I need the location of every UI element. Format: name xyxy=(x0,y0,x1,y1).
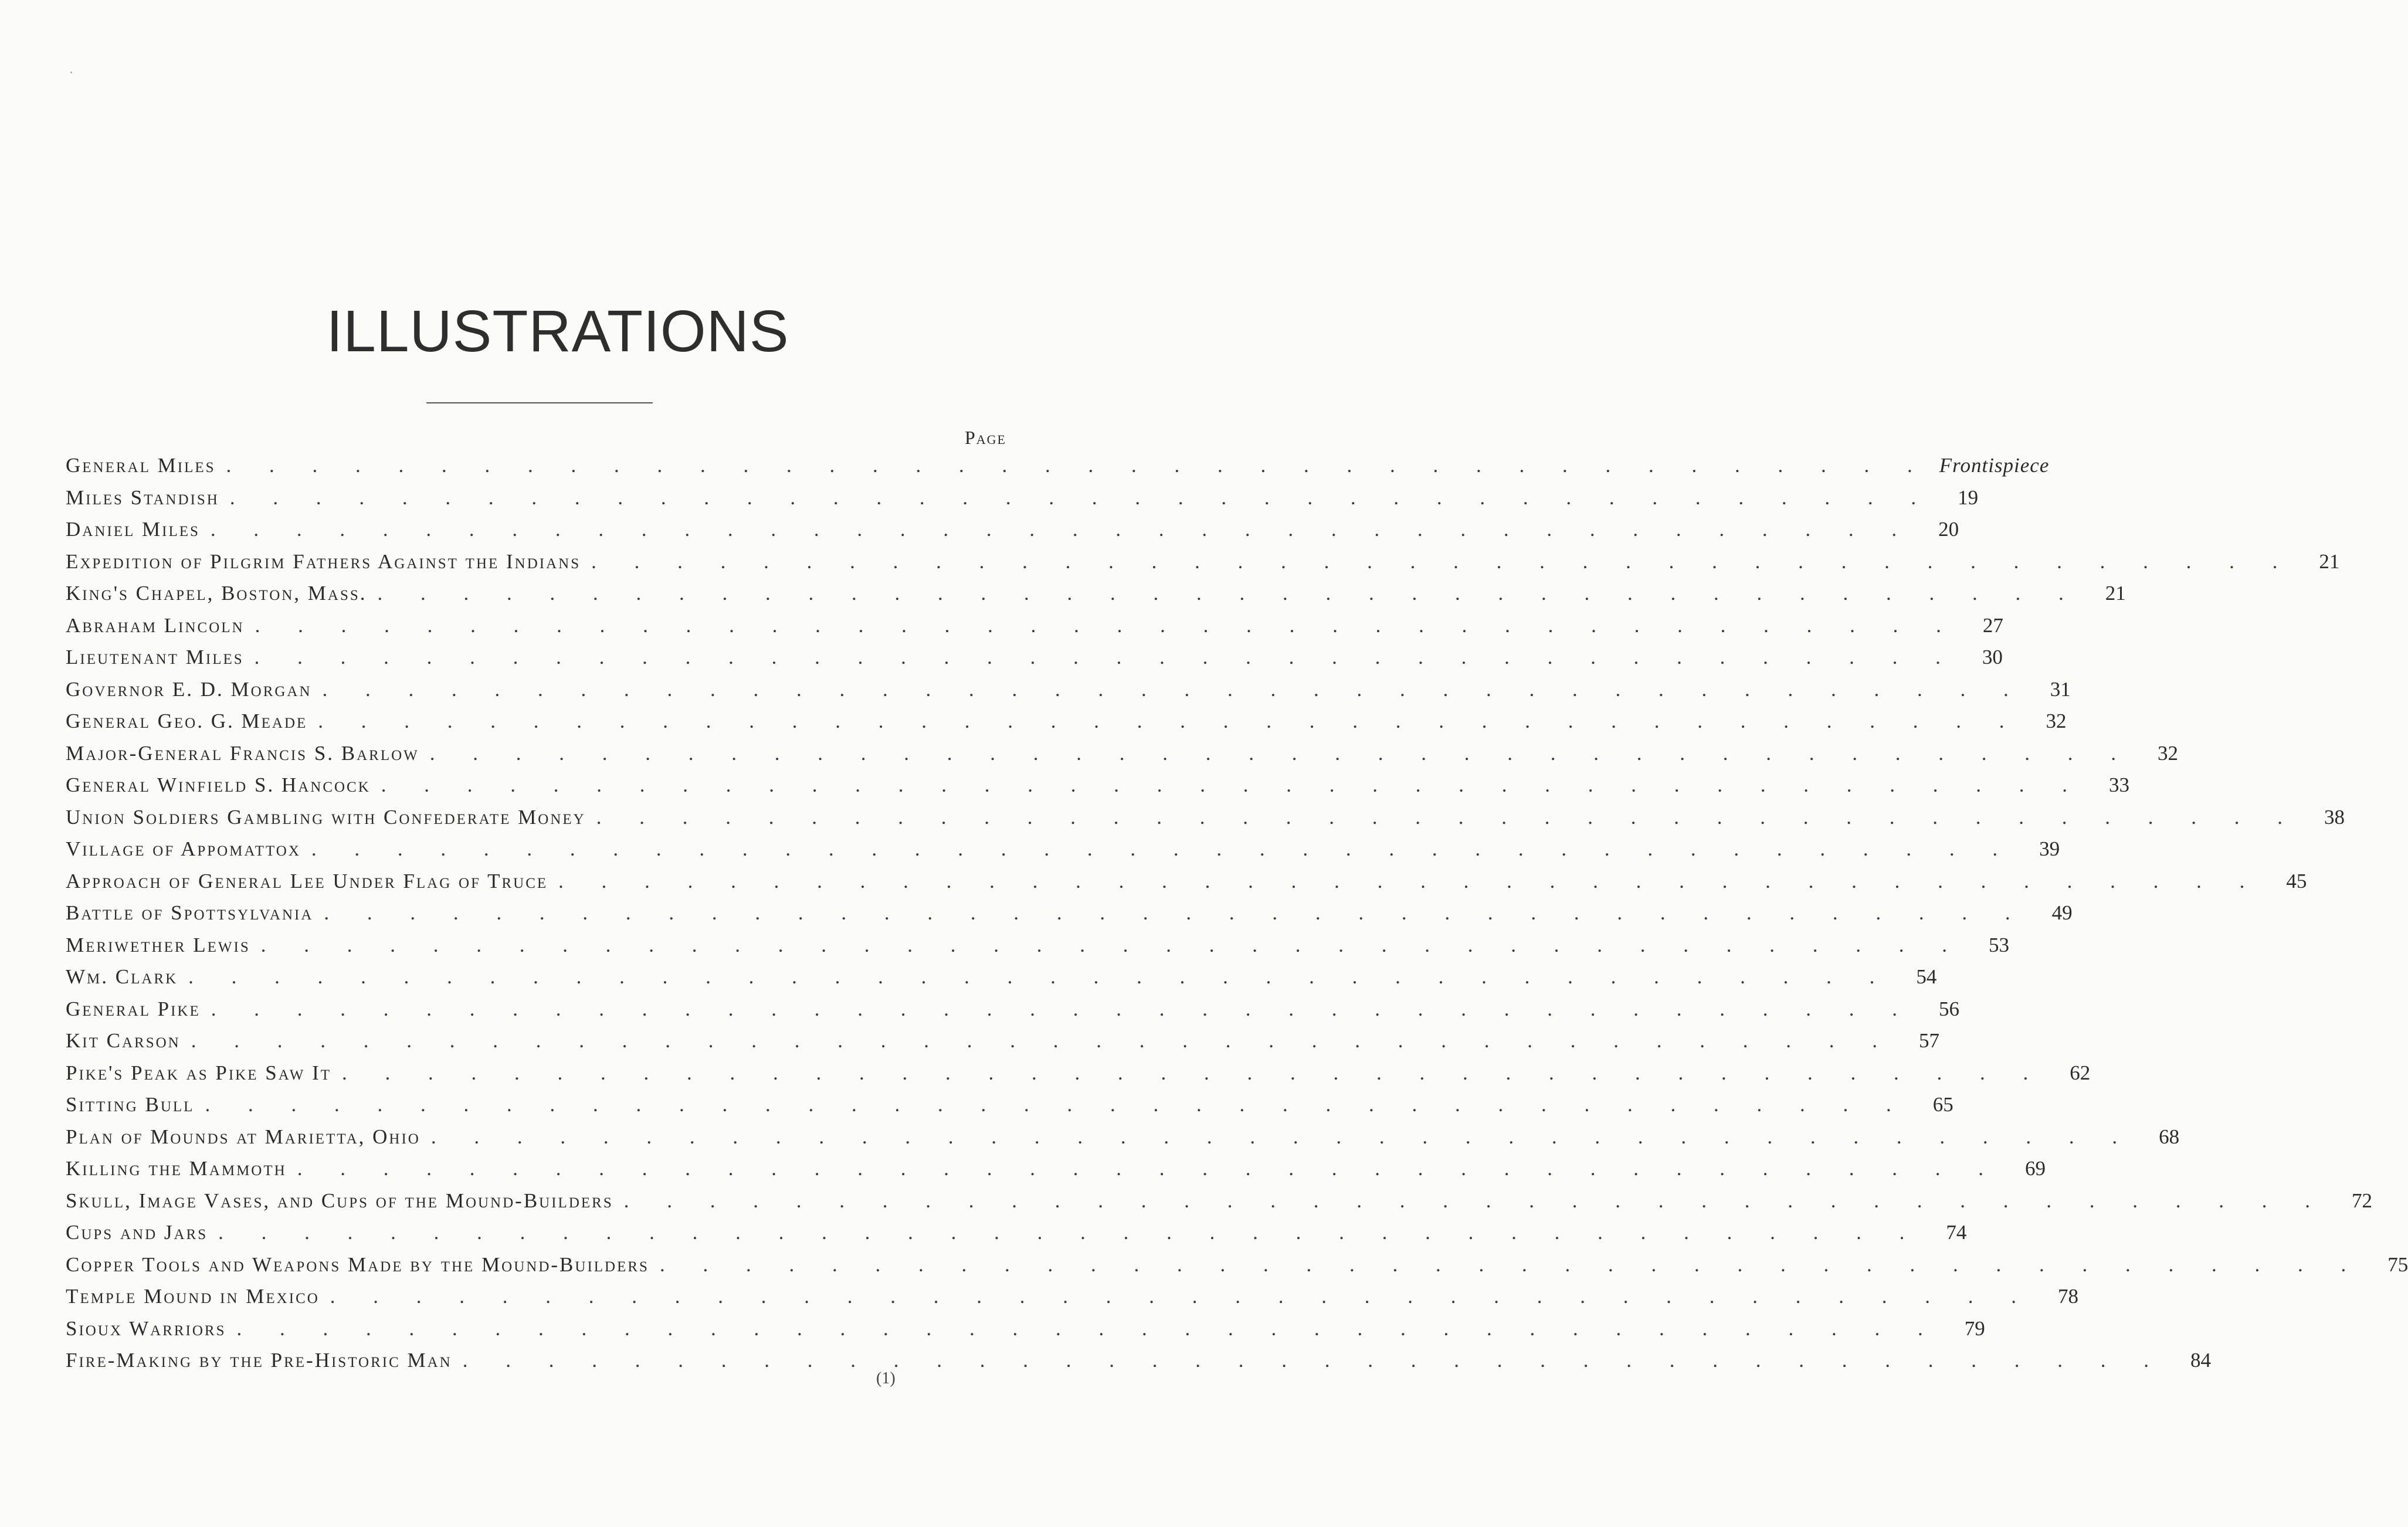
dot-leader: . . . . . . . . . . . . . . . . . . . . . . . . . . . . . . . . . . . . . . . . xyxy=(377,582,2080,605)
entry-page: 38 xyxy=(2324,805,2345,829)
entry-title: Miles Standish xyxy=(66,486,219,509)
dot-leader: . . . . . . . . . . . . . . . . . . . . . . . . . . . . . . . . . . . . . . . . xyxy=(226,454,1929,477)
entry-title: Approach of General Lee Under Flag of Truce xyxy=(66,869,548,893)
dot-leader: . . . . . . . . . . . . . . . . . . . . . . . . . . . . . . . . . . . . . . . . xyxy=(342,1061,2045,1084)
dot-leader: . . . . . . . . . . . . . . . . . . . . . . . . . . . . . . . . . . . . . . . . xyxy=(558,869,2261,893)
list-item xyxy=(66,897,2073,929)
entry-title: Sitting Bull xyxy=(66,1093,195,1116)
list-item xyxy=(66,1121,2180,1153)
dot-leader: . . . . . . . . . . . . . . . . . . . . . . . . . . . . . . . . . . . . . . . . xyxy=(255,613,1958,637)
entry-page: 69 xyxy=(2024,1157,2046,1180)
entry-page: 62 xyxy=(2070,1061,2091,1084)
list-item xyxy=(66,578,2126,610)
list-item xyxy=(66,1313,1985,1345)
entry-title: Meriwether Lewis xyxy=(66,933,250,956)
entry-page: 65 xyxy=(1932,1093,1953,1116)
list-item xyxy=(66,674,2071,706)
entry-title: Copper Tools and Weapons Made by the Mound-Builders xyxy=(66,1253,649,1276)
entry-title: General Geo. G. Meade xyxy=(66,710,308,732)
list-item xyxy=(66,738,2179,770)
list-item xyxy=(66,769,2130,802)
dot-leader: . . . . . . . . . . . . . . . . . . . . . . . . . . . . . . . . . . . . . . . . xyxy=(210,518,1914,541)
entry-title: Skull, Image Vases, and Cups of the Mound-Builders xyxy=(66,1189,613,1212)
entry-title: Kit Carson xyxy=(66,1029,181,1052)
entry-title: Killing the Mammoth xyxy=(66,1157,287,1180)
entry-page: 54 xyxy=(1916,965,1937,988)
entry-page: 74 xyxy=(1946,1221,1967,1244)
entry-title: Village of Appomattox xyxy=(66,837,301,860)
list-item xyxy=(66,1089,1953,1121)
entry-page: 21 xyxy=(2319,549,2340,573)
entry-title: Pike's Peak as Pike Saw It xyxy=(66,1061,332,1084)
dot-leader: . . . . . . . . . . . . . . . . . . . . . . . . . . . . . . . . . . . . . . . . xyxy=(205,1093,1908,1116)
entry-page: 31 xyxy=(2050,677,2071,701)
entry-page: 68 xyxy=(2159,1125,2180,1148)
dot-leader: . . . . . . . . . . . . . . . . . . . . . . . . . . . . . . . . . . . . . . . . xyxy=(591,549,2294,573)
list-item xyxy=(66,1153,2046,1185)
list-item xyxy=(66,1057,2091,1090)
entry-page: 30 xyxy=(1982,646,2003,669)
list-item xyxy=(66,610,2003,642)
entry-title: General Miles xyxy=(66,454,216,477)
entry-title: Major-General Francis S. Barlow xyxy=(66,741,419,765)
entry-page: 56 xyxy=(1939,997,1959,1020)
entry-title: Temple Mound in Mexico xyxy=(66,1285,320,1308)
illustrations-list xyxy=(66,450,2408,1377)
entry-page: 19 xyxy=(1958,486,1979,509)
entry-title: Fire-Making by the Pre-Historic Man xyxy=(66,1349,452,1372)
dot-leader: . . . . . . . . . . . . . . . . . . . . . . . . . . . . . . . . . . . . . . . . xyxy=(330,1285,2033,1308)
dot-leader: . . . . . . . . . . . . . . . . . . . . . . . . . . . . . . . . . . . . . . . . xyxy=(623,1189,2326,1212)
entry-page: 20 xyxy=(1938,518,1959,541)
dot-leader: . . . . . . . . . . . . . . . . . . . . . . . . . . . . . . . . . . . . . . . . xyxy=(188,965,1891,988)
dot-leader: . . . . . . . . . . . . . . . . . . . . . . . . . . . . . . . . . . . . . . . . xyxy=(322,677,2025,701)
list-item xyxy=(66,961,1937,993)
entry-page: 79 xyxy=(1964,1316,1985,1340)
list-item xyxy=(66,1345,2211,1377)
page-number: (1) xyxy=(876,1369,896,1387)
entry-title: Daniel Miles xyxy=(66,518,200,541)
entry-page: 32 xyxy=(2158,741,2179,765)
entry-page: Frontispiece xyxy=(1939,454,2050,477)
entry-page: 78 xyxy=(2058,1285,2079,1308)
list-item xyxy=(66,1185,2372,1217)
dot-leader: . . . . . . . . . . . . . . . . . . . . . . . . . . . . . . . . . . . . . . . . xyxy=(462,1349,2165,1372)
entry-title: Wm. Clark xyxy=(66,965,178,988)
dot-leader: . . . . . . . . . . . . . . . . . . . . . . . . . . . . . . . . . . . . . . . . xyxy=(254,646,1957,669)
entry-page: 49 xyxy=(2051,901,2073,924)
entry-page: 75 xyxy=(2387,1253,2408,1276)
list-item xyxy=(66,802,2345,834)
entry-page: 57 xyxy=(1918,1029,1939,1052)
list-item xyxy=(66,705,2067,738)
entry-title: General Pike xyxy=(66,997,201,1020)
entry-title: Plan of Mounds at Marietta, Ohio xyxy=(66,1125,420,1148)
list-item xyxy=(66,1217,1967,1249)
page-column-header: Page xyxy=(964,427,1006,448)
dot-leader: . . . . . . . . . . . . . . . . . . . . . . . . . . . . . . . . . . . . . . . . xyxy=(429,741,2133,765)
entry-title: Union Soldiers Gambling with Confederate Money xyxy=(66,805,586,829)
dot-leader: . . . . . . . . . . . . . . . . . . . . . . . . . . . . . . . . . . . . . . . . xyxy=(236,1316,1939,1340)
dot-leader: . . . . . . . . . . . . . . . . . . . . . . . . . . . . . . . . . . . . . . . . xyxy=(218,1221,1921,1244)
entry-page: 27 xyxy=(1982,613,2003,637)
dot-leader: . . . . . . . . . . . . . . . . . . . . . . . . . . . . . . . . . . . . . . . . xyxy=(311,837,2014,860)
dot-leader: . . . . . . . . . . . . . . . . . . . . . . . . . . . . . . . . . . . . . . . . xyxy=(659,1253,2363,1276)
entry-page: 84 xyxy=(2190,1349,2211,1372)
entry-title: Governor E. D. Morgan xyxy=(66,677,312,701)
dot-leader: . . . . . . . . . . . . . . . . . . . . . . . . . . . . . . . . . . . . . . . . xyxy=(430,1125,2134,1148)
dot-leader: . . . . . . . . . . . . . . . . . . . . . . . . . . . . . . . . . . . . . . . . xyxy=(191,1029,1894,1052)
dot-leader: . . . . . . . . . . . . . . . . . . . . . . . . . . . . . . . . . . . . . . . . xyxy=(381,773,2084,796)
dot-leader: . . . . . . . . . . . . . . . . . . . . . . . . . . . . . . . . . . . . . . . . xyxy=(324,901,2027,924)
dot-leader: . . . . . . . . . . . . . . . . . . . . . . . . . . . . . . . . . . . . . . . . xyxy=(211,997,1914,1020)
dot-leader: . . . . . . . . . . . . . . . . . . . . . . . . . . . . . . . . . . . . . . . . xyxy=(260,933,1964,956)
entry-title: Battle of Spottsylvania xyxy=(66,901,314,924)
entry-title: General Winfield S. Hancock xyxy=(66,773,371,796)
entry-page: 72 xyxy=(2351,1189,2372,1212)
dot-leader: . . . . . . . . . . . . . . . . . . . . . . . . . . . . . . . . . . . . . . . . xyxy=(229,486,1933,509)
list-item xyxy=(66,929,2010,962)
list-item xyxy=(66,450,2050,482)
list-item xyxy=(66,642,2003,674)
list-item xyxy=(66,514,1959,546)
entry-page: 32 xyxy=(2046,710,2067,732)
page-title: ILLUSTRATIONS xyxy=(326,298,789,364)
list-item xyxy=(66,1281,2079,1313)
dot-leader: . . . . . . . . . . . . . . . . . . . . . . . . . . . . . . . . . . . . . . . . xyxy=(297,1157,2000,1180)
list-item xyxy=(66,546,2340,578)
entry-title: Sioux Warriors xyxy=(66,1316,226,1340)
entry-title: Cups and Jars xyxy=(66,1221,208,1244)
entry-title: Abraham Lincoln xyxy=(66,613,245,637)
dot-leader: . . . . . . . . . . . . . . . . . . . . . . . . . . . . . . . . . . . . . . . . xyxy=(318,710,2021,732)
entry-page: 33 xyxy=(2109,773,2130,796)
entry-page: 45 xyxy=(2286,869,2307,893)
list-item xyxy=(66,866,2307,898)
list-item xyxy=(66,1025,1939,1057)
entry-title: King's Chapel, Boston, Mass. xyxy=(66,582,367,605)
entry-page: 53 xyxy=(1989,933,2010,956)
list-item xyxy=(66,482,1979,514)
dot-leader: . . . . . . . . . . . . . . . . . . . . . . . . . . . . . . . . . . . . . . . . xyxy=(596,805,2299,829)
entry-page: 39 xyxy=(2039,837,2060,860)
title-rule xyxy=(426,402,653,403)
list-item xyxy=(66,993,1959,1026)
list-item xyxy=(66,1249,2408,1281)
list-item xyxy=(66,833,2060,866)
entry-page: 21 xyxy=(2105,582,2126,605)
entry-title: Lieutenant Miles xyxy=(66,646,244,669)
paper-speck xyxy=(70,72,72,73)
entry-title: Expedition of Pilgrim Fathers Against the Indians xyxy=(66,549,581,573)
